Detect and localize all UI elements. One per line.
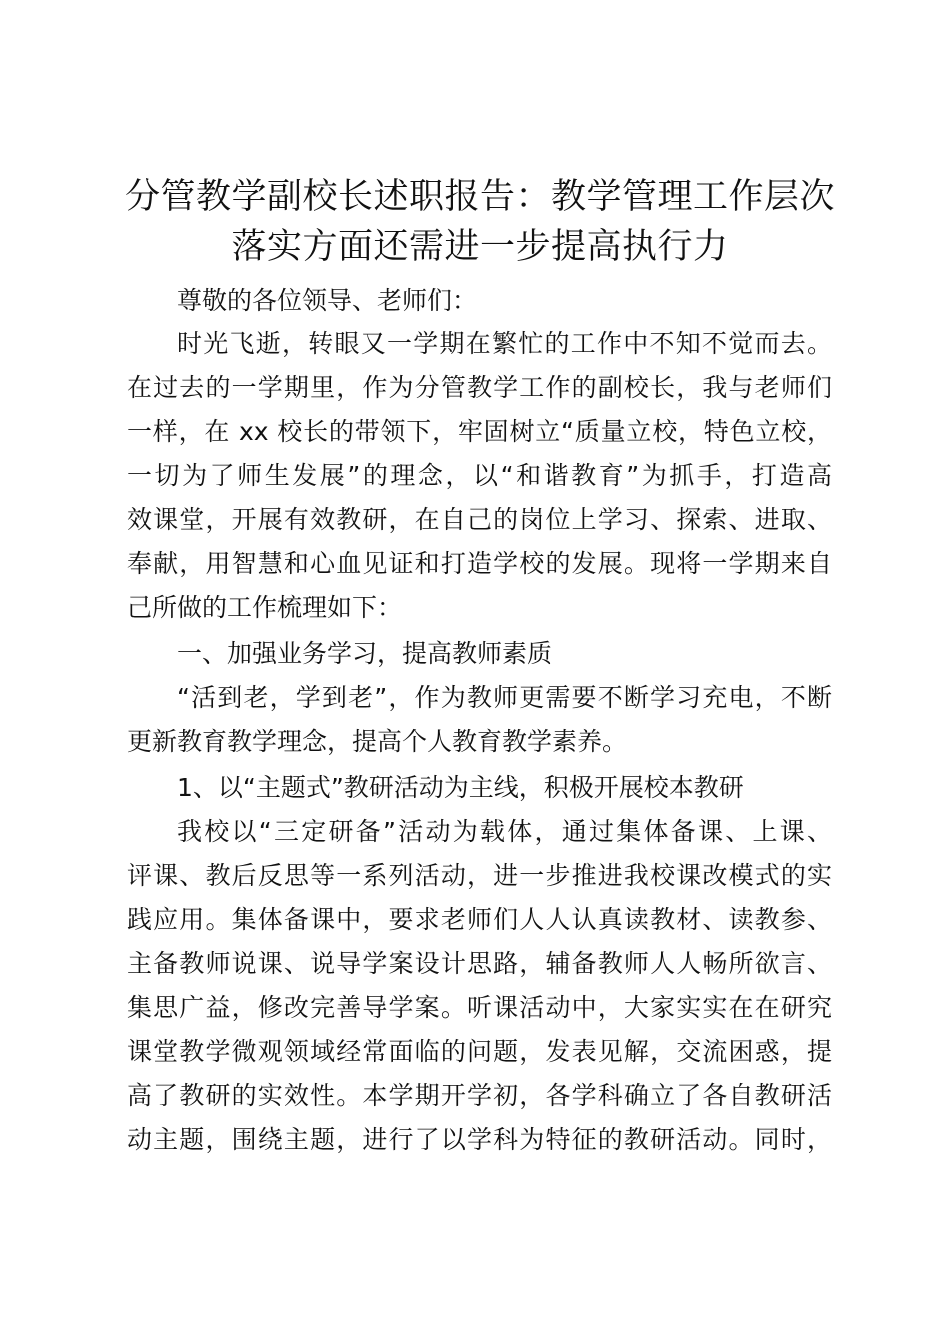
document-title-line-2: 落实方面还需进一步提高执行力 — [231, 227, 729, 267]
paragraph-line: 高了教研的实效性。本学期开学初，各学科确立了各自教研活 — [127, 1081, 832, 1110]
paragraph-line: 奉献，用智慧和心血见证和打造学校的发展。现将一学期来自 — [127, 549, 832, 578]
subsection-heading: 1、以“主题式”教研活动为主线，积极开展校本教研 — [177, 773, 744, 802]
paragraph-line: 己所做的工作梳理如下： — [127, 593, 403, 622]
paragraph-line: 课堂教学微观领域经常面临的问题，发表见解，交流困惑，提 — [127, 1037, 832, 1066]
paragraph-line: 在过去的一学期里，作为分管教学工作的副校长，我与老师们 — [127, 373, 832, 402]
document-title-line-1: 分管教学副校长述职报告：教学管理工作层次 — [124, 177, 835, 217]
paragraph-line: 动主题，围绕主题，进行了以学科为特征的教研活动。同时， — [127, 1125, 832, 1154]
section-heading: 一、加强业务学习，提高教师素质 — [177, 639, 553, 668]
paragraph-line: 效课堂，开展有效教研，在自己的岗位上学习、探索、进取、 — [127, 505, 832, 534]
paragraph-line: 一样，在 xx 校长的带领下，牢固树立“质量立校，特色立校， — [127, 417, 832, 446]
paragraph-line: 时光飞逝，转眼又一学期在繁忙的工作中不知不觉而去。 — [177, 329, 832, 358]
paragraph-line: “活到老，学到老”，作为教师更需要不断学习充电，不断 — [177, 683, 832, 712]
paragraph-line: 主备教师说课、说导学案设计思路，辅备教师人人畅所欲言、 — [127, 949, 832, 978]
paragraph-line: 更新教育教学理念，提高个人教育教学素养。 — [127, 727, 628, 756]
paragraph-line: 一切为了师生发展”的理念，以“和谐教育”为抓手，打造高 — [127, 461, 832, 490]
paragraph-line: 我校以“三定研备”活动为载体，通过集体备课、上课、 — [177, 817, 832, 846]
salutation: 尊敬的各位领导、老师们： — [177, 286, 478, 315]
paragraph-line: 集思广益，修改完善导学案。听课活动中，大家实实在在研究 — [127, 993, 832, 1022]
paragraph-line: 评课、教后反思等一系列活动，进一步推进我校课改模式的实 — [127, 861, 832, 890]
paragraph-line: 践应用。集体备课中，要求老师们人人认真读教材、读教参、 — [127, 905, 832, 934]
